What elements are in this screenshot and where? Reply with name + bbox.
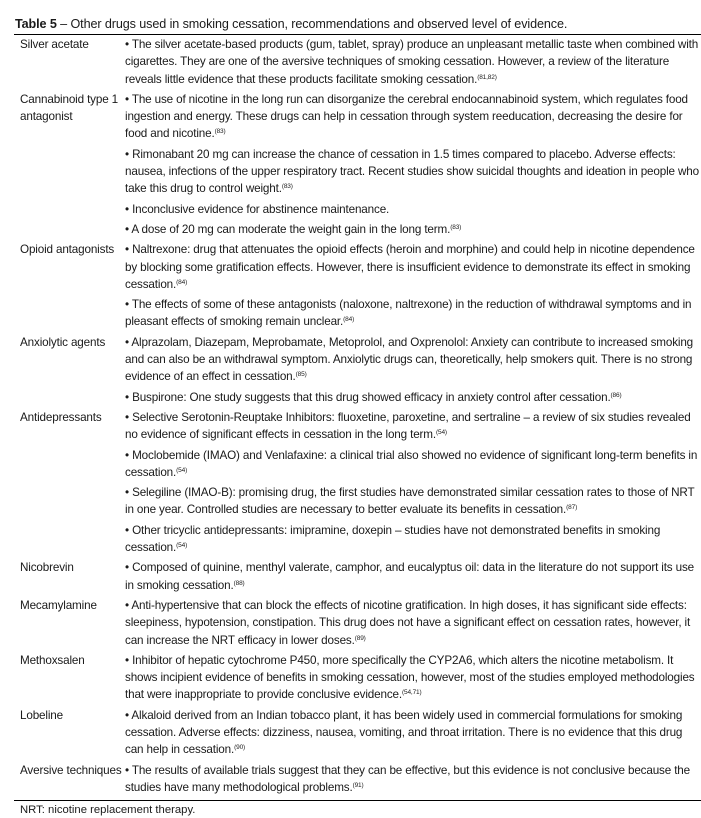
drug-notes-cell [125,706,701,761]
bullet-icon: • [125,335,129,349]
evidence-bullet [125,707,699,759]
bullet-icon: • [125,92,129,106]
bullet-icon: • [125,561,129,575]
bullet-text: Anti-hypertensive that can block the effects of nicotine gratification. In high doses, it has significant side effects: sleepiness, hypotension, constipation. This drug does not have a significant effect on cessation rates, however, it can increase the NRT efficacy in lower doses. [125,598,691,647]
drug-notes-cell [125,596,701,651]
table-body [14,35,701,798]
evidence-bullet [125,484,699,519]
reference-citation: (85) [295,371,307,379]
evidence-bullet [125,409,699,444]
bullet-icon: • [125,523,129,537]
bullet-text: Composed of quinine, menthyl valerate, camphor, and eucalyptus oil: data in the literature do not support its use in smoking cessation. [125,561,694,592]
table-footnote: NRT: nicotine replacement therapy. [20,804,196,817]
table-row [14,35,701,90]
bullet-icon: • [125,486,129,500]
bullet-text: Selegiline (IMAO-B): promising drug, the first studies have demonstrated similar cessation rates to those of NRT in one year. Controlled studies are necessary to better evaluate its benefits in cessation. [125,486,695,517]
evidence-bullet [125,447,699,482]
table-container [14,16,701,818]
drug-notes-cell [125,761,701,799]
evidence-bullet [125,762,699,797]
bullet-text: Moclobemide (IMAO) and Venlafaxine: a clinical trial also showed no evidence of significant long-term benefits in cessation. [125,448,698,479]
reference-citation: (84) [176,278,188,286]
caption-dash: – [56,17,71,31]
evidence-bullet [125,91,699,143]
bullet-icon: • [125,147,129,161]
table-row [14,90,701,240]
bullet-icon: • [125,410,129,424]
bullet-text: Inhibitor of hepatic cytochrome P450, more specifically the CYP2A6, which alters the nicotine metabolism. It shows incipient evidence of benefits in smoking cessation, however, most of the studies employed methodologies that were inappropriate to provide conclusive evidence. [125,653,695,702]
drug-name-cell: Mecamylamine [20,598,97,612]
drug-table [14,35,701,798]
evidence-bullet [125,146,699,198]
bullet-text: Inconclusive evidence for abstinence maintenance. [132,202,390,216]
drug-notes-cell [125,90,701,240]
bullet-icon: • [125,202,129,216]
table-row [14,240,701,332]
evidence-bullet [125,652,699,704]
evidence-bullet [125,389,699,406]
evidence-bullet [125,241,699,293]
evidence-bullet [125,36,699,88]
drug-name-cell: Silver acetate [20,38,89,51]
table-row [14,706,701,761]
reference-citation: (89) [354,634,366,642]
reference-citation: (83) [281,183,293,191]
bullet-text: Buspirone: One study suggests that this drug showed efficacy in anxiety control after cessation. [132,390,611,404]
drug-name-cell: Methoxsalen [20,653,85,667]
reference-citation: (86) [610,391,622,399]
table-row [14,596,701,651]
drug-notes-cell [125,558,701,596]
table-row [14,333,701,408]
evidence-bullet [125,334,699,386]
table-row [14,558,701,596]
reference-citation: (91) [352,781,364,789]
table-label: Table 5 [15,17,57,31]
bullet-text: A dose of 20 mg can moderate the weight gain in the long term. [131,222,451,236]
bullet-icon: • [125,38,129,51]
reference-citation: (81,82) [477,73,497,81]
drug-name-cell: Aversive techniques [20,763,122,777]
bullet-icon: • [125,390,129,404]
bullet-text: Rimonabant 20 mg can increase the chance of cessation in 1.5 times compared to placebo. Adverse effects: nausea, infections of the upper respiratory tract. Recent studies show suicidal thoughts and ideation in people who take this drug to control weight. [125,147,699,196]
reference-citation: (54,71) [401,689,422,697]
bullet-icon: • [125,243,129,257]
drug-name-cell: Anxiolytic agents [20,335,106,349]
drug-name-cell: Nicobrevin [20,561,74,575]
drug-notes-cell [125,35,701,90]
bullet-icon: • [125,598,129,612]
evidence-bullet [125,296,699,331]
bullet-text: Other tricyclic antidepressants: imipramine, doxepin – studies have not demonstrated benefits in smoking cessation. [125,523,661,555]
drug-notes-cell [125,408,701,558]
reference-citation: (54) [176,542,188,550]
caption-text: Other drugs used in smoking cessation, recommendations and observed level of evidence. [70,17,568,31]
bullet-text: Selective Serotonin-Reuptake Inhibitors: fluoxetine, paroxetine, and sertraline – a review of six studies revealed no evidence of significant effects in cessation in the long term. [125,410,691,442]
bullet-icon: • [125,653,129,667]
bullet-icon: • [125,298,129,312]
reference-citation: (83) [214,128,226,136]
drug-name-cell: Antidepressants [20,410,102,424]
bullet-icon: • [125,763,129,777]
evidence-bullet [125,201,699,218]
table-row [14,761,701,799]
drug-notes-cell [125,240,701,332]
reference-citation: (90) [234,744,246,752]
reference-citation: (54) [176,466,188,474]
bullet-icon: • [125,708,129,722]
bullet-text: Alkaloid derived from an Indian tobacco plant, it has been widely used in commercial formulations for smoking cessation. Adverse effects: dizziness, nausea, vomiting, and throat irritation. There is no evidence that this drug can help in cessation. [125,708,683,757]
bullet-text: The silver acetate-based products (gum, tablet, spray) produce an unpleasant metallic taste when combined with cigarettes. They are one of the aversive techniques of smoking cessation. However, a review of the literature reveals little evidence that these products facilitate smoking cessation. [125,38,699,86]
bullet-text: Naltrexone: drug that attenuates the opioid effects (heroin and morphine) and could help in nicotine dependence by blocking some gratification effects. However, there is insufficient evidence to demonstrate its effect in smoking cessation. [125,243,695,291]
drug-notes-cell [125,333,701,408]
bullet-text: The results of available trials suggest that they can be effective, but this evidence is not conclusive because the studies have many methodological problems. [125,763,690,794]
bullet-text: Alprazolam, Diazepam, Meprobamate, Metoprolol, and Oxprenolol: Anxiety can contribute to increased smoking and can also be an withdrawal symptom. Anxiolytic drugs can, theoretically, help smokers quit. There is no strong evidence of an effect in cessation. [125,335,694,384]
bullet-icon: • [125,448,129,462]
table-row [14,408,701,558]
bullet-text: The effects of some of these antagonists (naloxone, naltrexone) in the reduction of withdrawal symptoms and in pleasant effects of smoking remain unclear. [125,298,692,329]
bullet-text: The use of nicotine in the long run can disorganize the cerebral endocannabinoid system, which regulates food ingestion and energy. These drugs can help in cessation through system reeducation, decreasing the desire for food and nicotine. [125,92,688,141]
reference-citation: (83) [450,223,462,231]
bullet-icon: • [125,222,129,236]
evidence-bullet [125,559,699,594]
drug-notes-cell [125,651,701,706]
drug-name-cell: Cannabinoid type 1 antagonist [20,92,119,124]
evidence-bullet [125,221,699,238]
table-row [14,651,701,706]
evidence-bullet [125,597,699,649]
drug-name-cell: Opioid antagonists [20,243,115,257]
reference-citation: (54) [435,429,447,437]
drug-name-cell: Lobeline [20,708,63,722]
reference-citation: (87) [566,504,578,512]
table-caption [14,16,701,33]
evidence-bullet [125,522,699,557]
reference-citation: (88) [233,579,245,587]
reference-citation: (84) [343,316,355,324]
